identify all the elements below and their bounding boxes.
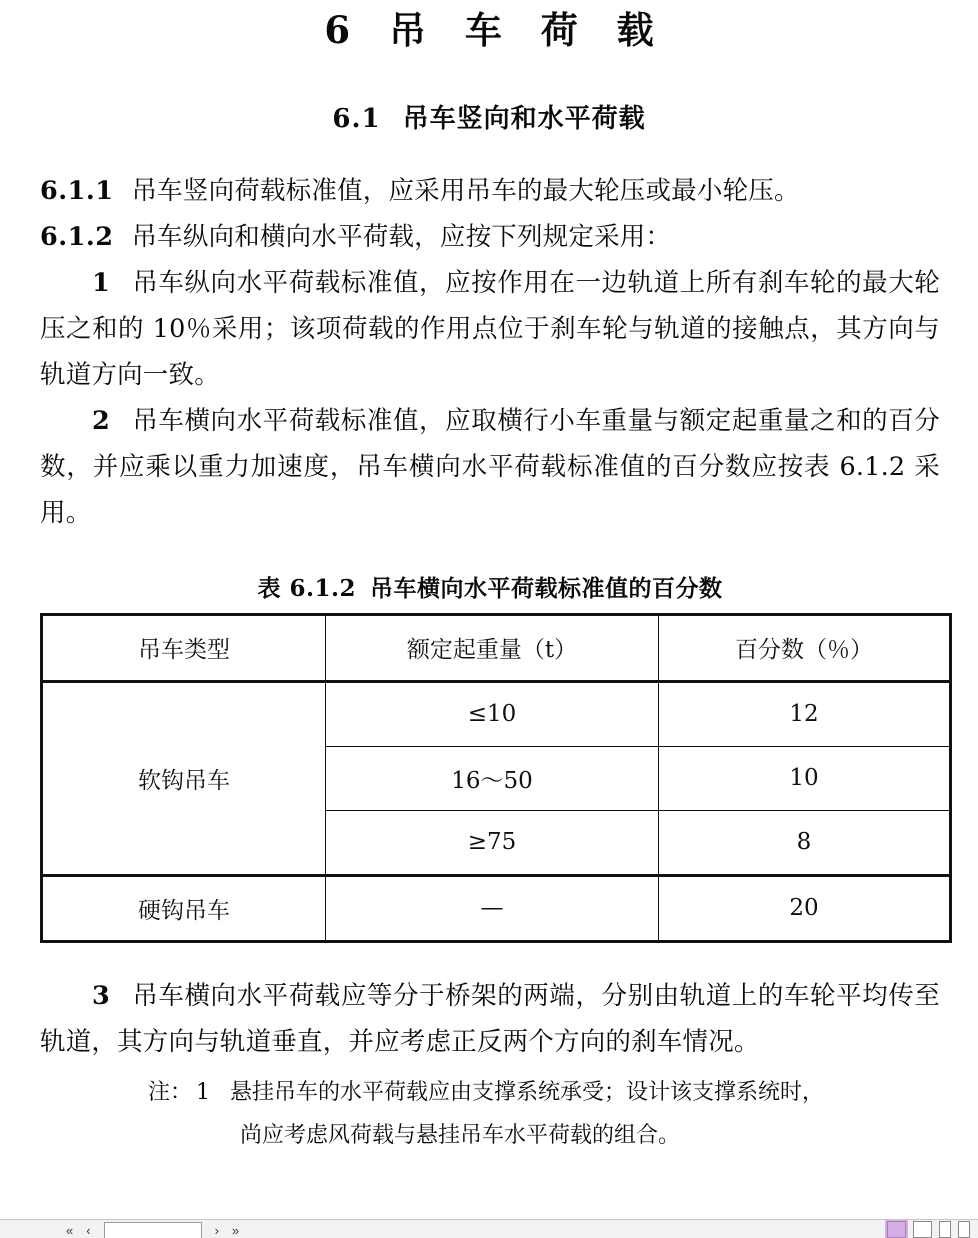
- table-caption-number: 表 6.1.2: [257, 574, 357, 602]
- section-heading: [0, 98, 978, 135]
- table-caption: [40, 570, 940, 603]
- note-line-1: [148, 1071, 916, 1114]
- section-title-text: 吊车竖向和水平荷载: [402, 103, 646, 134]
- table-cell-type: 软钩吊车: [42, 681, 326, 875]
- view-mode-group: [887, 1221, 970, 1238]
- page-navigation-group: [66, 1222, 239, 1238]
- table-header-row: [42, 614, 951, 681]
- clause-number: 6.1.2: [40, 221, 114, 252]
- note-label: 注：: [148, 1079, 193, 1105]
- last-page-icon[interactable]: »: [231, 1223, 240, 1238]
- body-content: [0, 168, 978, 1157]
- note-line-2: 尚应考虑风荷载与悬挂吊车水平荷载的组合。: [240, 1122, 681, 1148]
- item-3: [40, 973, 940, 1065]
- two-page-view-button[interactable]: [939, 1221, 951, 1238]
- table-note: [40, 1071, 940, 1157]
- table-cell-percent: 8: [659, 810, 951, 875]
- page-number-input[interactable]: [104, 1222, 202, 1238]
- previous-page-icon[interactable]: ‹: [86, 1223, 91, 1238]
- continuous-view-button[interactable]: [913, 1221, 932, 1238]
- item-text: 吊车横向水平荷载应等分于桥架的两端，分别由轨道上的车轮平均传至轨道，其方向与轨道垂直，并应考虑正反两个方向的刹车情况。: [40, 980, 940, 1057]
- table-header-cell: 吊车类型: [42, 614, 326, 681]
- table-cell-percent: 10: [659, 746, 951, 810]
- note-index: 1: [196, 1079, 211, 1105]
- item-2: [40, 398, 940, 536]
- section-number: 6.1: [332, 103, 381, 134]
- table-cell-capacity: —: [326, 875, 659, 941]
- page-title: 6 吊 车 荷 载: [324, 8, 667, 52]
- item-number: 1: [92, 267, 110, 298]
- table-header-cell: 百分数（％）: [659, 614, 951, 681]
- next-page-icon[interactable]: ›: [214, 1223, 219, 1238]
- table-cell-percent: 12: [659, 681, 951, 746]
- note-text: 悬挂吊车的水平荷载应由支撑系统承受；设计该支撑系统时，: [230, 1079, 825, 1105]
- first-page-icon[interactable]: «: [66, 1223, 74, 1238]
- table-row: [42, 875, 951, 941]
- item-text: 吊车纵向水平荷载标准值，应按作用在一边轨道上所有刹车轮的最大轮压之和的 10％采用；该项荷载的作用点位于刹车轮与轨道的接触点，其方向与轨道方向一致。: [40, 267, 940, 390]
- table-cell-capacity: ≥75: [326, 810, 659, 875]
- table-row: [42, 681, 951, 746]
- clause-text: 吊车竖向荷载标准值，应采用吊车的最大轮压或最小轮压。: [131, 175, 800, 206]
- table-header-cell: 额定起重量（t）: [326, 614, 659, 681]
- table-caption-title: 吊车横向水平荷载标准值的百分数: [370, 574, 723, 602]
- single-page-view-button[interactable]: [887, 1221, 906, 1238]
- table-cell-capacity: ≤10: [326, 681, 659, 746]
- clause-6-1-1: [40, 168, 940, 214]
- crane-percentage-table: [40, 613, 952, 943]
- item-text: 吊车横向水平荷载标准值，应取横行小车重量与额定起重量之和的百分数，并应乘以重力加速度，吊车横向水平荷载标准值的百分数应按表 6.1.2 采用。: [40, 405, 940, 528]
- table-cell-capacity: 16～50: [326, 746, 659, 810]
- item-1: [40, 260, 940, 398]
- pdf-viewer-toolbar: [0, 1219, 978, 1238]
- clause-text: 吊车纵向和横向水平荷载，应按下列规定采用：: [131, 221, 672, 252]
- clause-6-1-2: [40, 214, 940, 260]
- item-number: 2: [92, 405, 110, 436]
- table-cell-percent: 20: [659, 875, 951, 941]
- two-page-continuous-view-button[interactable]: [958, 1221, 970, 1238]
- clause-number: 6.1.1: [40, 175, 114, 206]
- item-number: 3: [92, 980, 110, 1011]
- table-cell-type: 硬钩吊车: [42, 875, 326, 941]
